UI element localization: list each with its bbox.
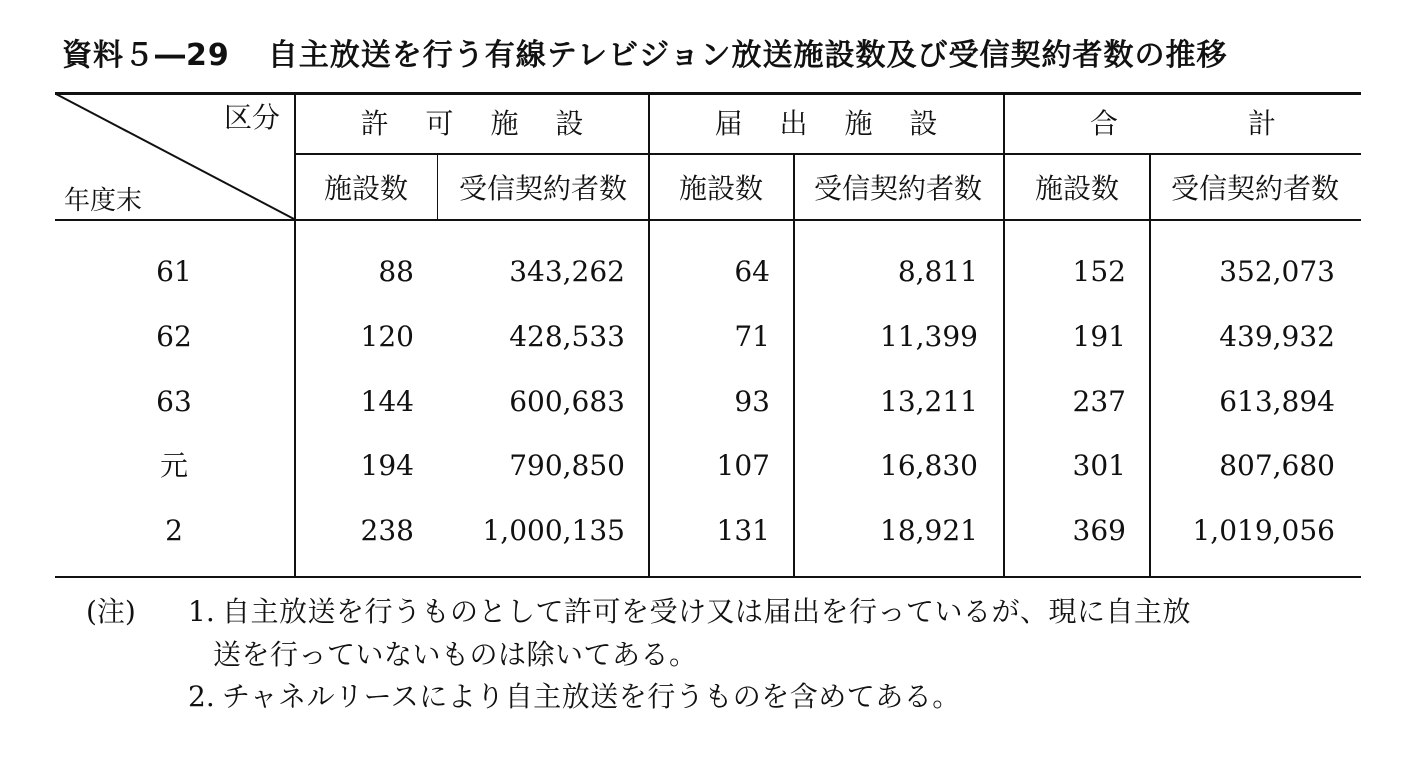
value-cell: 88 [378, 255, 414, 288]
year-cell: 2 [165, 514, 183, 547]
value-cell: 71 [734, 320, 770, 353]
value-cell: 790,850 [509, 449, 625, 482]
group-header-total-part2: 計 [1247, 107, 1277, 140]
notes-label: (注) [86, 595, 136, 628]
value-cell: 238 [360, 514, 414, 547]
value-cell: 120 [360, 320, 414, 353]
value-cell: 11,399 [880, 320, 978, 353]
value-cell: 93 [734, 385, 770, 418]
value-cell: 152 [1072, 255, 1126, 288]
value-cell: 301 [1072, 449, 1126, 482]
value-cell: 107 [716, 449, 770, 482]
group-header-licensed: 許 可 施 設 [360, 107, 598, 140]
group-header-total-part1: 合 [1089, 107, 1119, 140]
value-cell: 807,680 [1219, 449, 1335, 482]
value-cell: 131 [716, 514, 770, 547]
value-cell: 439,932 [1219, 320, 1335, 353]
value-cell: 600,683 [509, 385, 625, 418]
note-1-text-line1: 自主放送を行うものとして許可を受け又は届出を行っているが、現に自主放 [222, 595, 1192, 628]
note-2-number: 2. [188, 680, 215, 713]
corner-label-category: 区分 [224, 101, 281, 134]
table-title: 自主放送を行う有線テレビジョン放送施設数及び受信契約者数の推移 [267, 38, 1228, 73]
sub-header-licensed-facilities: 施設数 [323, 172, 409, 205]
year-cell: 62 [156, 320, 192, 353]
value-cell: 352,073 [1219, 255, 1335, 288]
sub-header-notified-subscribers: 受信契約者数 [813, 172, 983, 205]
value-cell: 194 [360, 449, 414, 482]
year-cell: 63 [156, 385, 192, 418]
group-header-notified: 届 出 施 設 [714, 107, 952, 140]
note-1-number: 1. [188, 595, 215, 628]
note-1-text-line2: 送を行っていないものは除いてある。 [213, 638, 698, 671]
value-cell: 13,211 [880, 385, 978, 418]
value-cell: 191 [1072, 320, 1126, 353]
sub-header-total-facilities: 施設数 [1034, 172, 1120, 205]
sub-header-licensed-subscribers: 受信契約者数 [458, 172, 628, 205]
value-cell: 16,830 [880, 449, 978, 482]
value-cell: 18,921 [880, 514, 978, 547]
value-cell: 613,894 [1219, 385, 1335, 418]
value-cell: 343,262 [509, 255, 625, 288]
value-cell: 8,811 [897, 255, 978, 288]
year-cell: 61 [156, 255, 192, 288]
value-cell: 237 [1072, 385, 1126, 418]
value-cell: 1,019,056 [1192, 514, 1335, 547]
value-cell: 144 [360, 385, 414, 418]
value-cell: 369 [1072, 514, 1126, 547]
value-cell: 1,000,135 [482, 514, 625, 547]
value-cell: 64 [734, 255, 770, 288]
year-cell: 元 [159, 449, 189, 482]
note-2-text-line1: チャネルリースにより自主放送を行うものを含めてある。 [222, 680, 961, 713]
sub-header-notified-facilities: 施設数 [678, 172, 764, 205]
sub-header-total-subscribers: 受信契約者数 [1170, 172, 1340, 205]
table-number: 資料５―29 [62, 38, 230, 73]
corner-label-fiscal-year-end: 年度末 [64, 186, 143, 216]
value-cell: 428,533 [509, 320, 625, 353]
